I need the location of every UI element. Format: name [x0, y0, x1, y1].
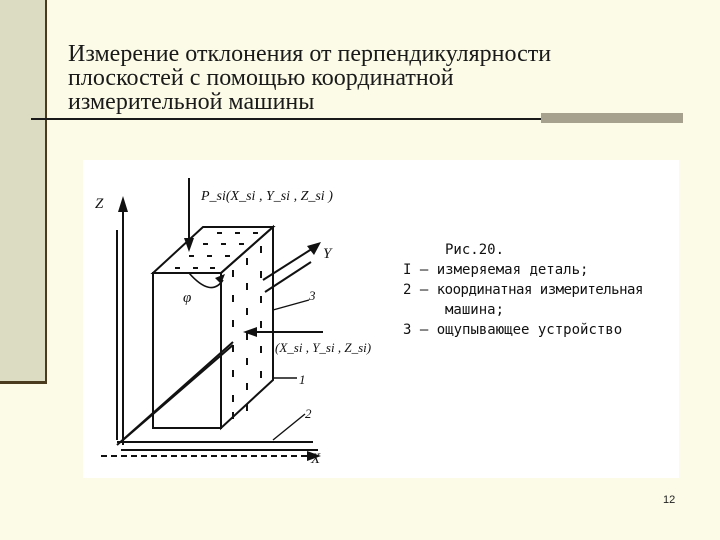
angle-label: φ [183, 290, 192, 306]
caption-item-num: 3 [403, 322, 412, 338]
caption-item-num: 2 [403, 282, 412, 298]
z-arrow-icon [118, 196, 128, 212]
probe-arrow-icon [184, 238, 194, 252]
slide-title [68, 42, 688, 114]
title-line: измерительной машины [68, 89, 315, 115]
measurement-figure [83, 160, 679, 478]
left-accent-bar [0, 0, 47, 384]
title-line: плоскостей с помощью координатной [68, 65, 454, 91]
y-axis-label: Y [323, 246, 332, 262]
caption-item-text: измеряемая деталь; [436, 262, 589, 278]
caption-item-text: ощупывающее устройство [436, 322, 623, 338]
caption-item-num: I [403, 262, 412, 278]
title-underline-block [541, 113, 683, 123]
caption-item: 3 – ощупывающее устройство [403, 322, 623, 338]
title-line: Измерение отклонения от перпендикулярности [68, 41, 552, 67]
left-accent-bar-edge [0, 381, 47, 384]
caption-heading: Рис.20. [445, 242, 505, 258]
callout-1: 1 [299, 372, 306, 387]
point-side-label: (X_si , Y_si , Z_si) [275, 340, 372, 355]
caption-item: I – измеряемая деталь; [403, 262, 589, 278]
caption-item-text: машина; [445, 302, 505, 318]
z-axis-label: Z [95, 196, 104, 212]
x-axis-label: X [311, 451, 321, 467]
callout-2: 2 [305, 406, 312, 421]
page-number: 12 [663, 494, 676, 506]
caption-item-text: координатная измерительная [436, 282, 643, 298]
figure-caption [403, 240, 643, 340]
y-arrow-icon [307, 242, 321, 255]
callout-3: 3 [309, 288, 316, 303]
title-underline [31, 118, 541, 120]
side-probe-arrow-icon [243, 327, 257, 337]
caption-item [403, 300, 643, 320]
caption-item: 2 – координатная измерительная [403, 282, 643, 298]
point-top-label: P_si(X_si , Y_si , Z_si ) [201, 189, 333, 204]
